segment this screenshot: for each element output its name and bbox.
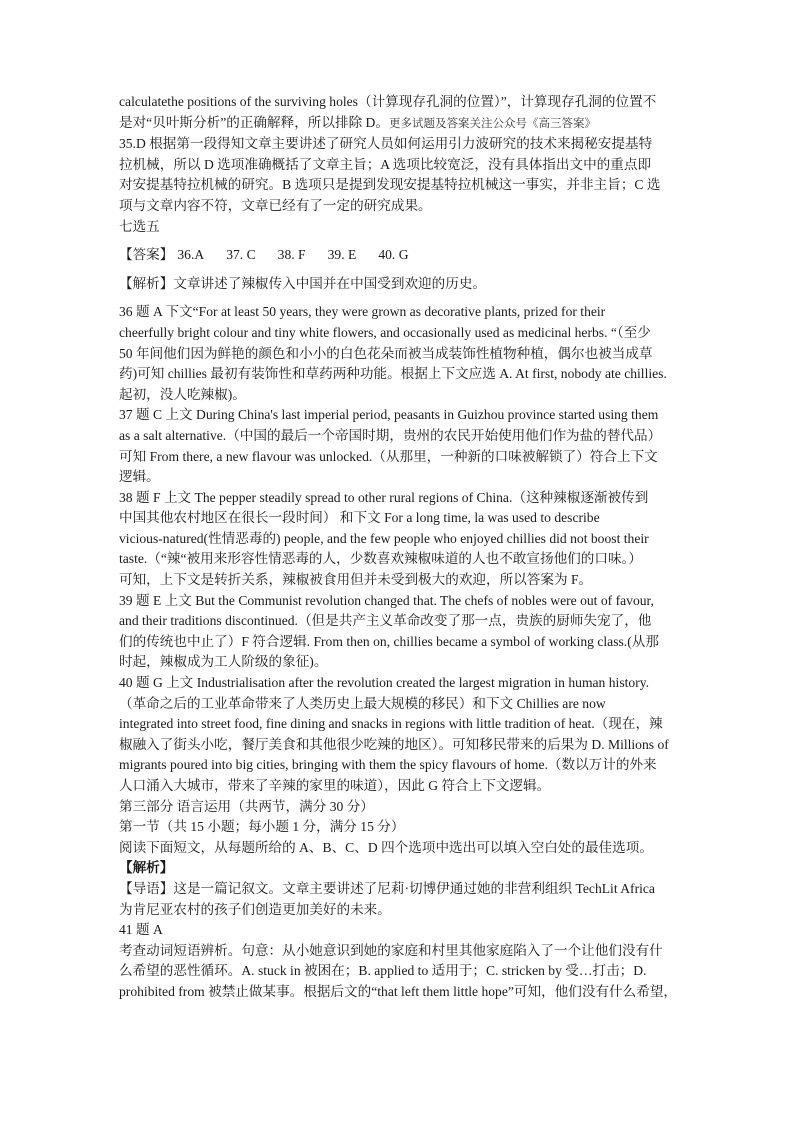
guide-lines — [119, 879, 679, 1003]
text-line: 38 题 F 上文 The pepper steadily spread to other rural regions of China.（这种辣椒逐渐被传到 — [119, 489, 649, 505]
text-line: 【导语】这是一篇记叙文。文章主要讲述了尼莉·切博伊通过她的非营利组织 TechLit Africa — [119, 880, 655, 896]
text-line: 么希望的恶性循环。A. stuck in 被困在；B. applied to 适用于；C. stricken by 受…打击；D. — [119, 963, 647, 979]
answer-row — [119, 245, 679, 266]
text-line: and their traditions discontinued.（但是共产主义革命改变了那一点，贵族的厨师失宠了，他 — [119, 613, 652, 629]
answer-item: 39. E — [327, 247, 357, 263]
text-line: （革命之后的工业革命带来了人类历史上最大规模的移民）和下文 Chillies are now — [119, 695, 606, 711]
answer-item: 38. F — [277, 247, 306, 263]
text-line: 考查动词短语辨析。句意：从小她意识到她的家庭和村里其他家庭陷入了一个让他们没有什 — [119, 942, 663, 958]
text-line: calculatethe positions of the surviving holes（计算现存孔洞的位置）”，计算现存孔洞的位置不 — [119, 94, 657, 109]
text-line: 对安提基特拉机械的研究。B 选项只是提到发现安提基特拉机械这一事实，并非主旨；C 选 — [119, 177, 661, 193]
analysis-intro: 【解析】文章讲述了辣椒传入中国并在中国受到欢迎的历史。 — [119, 275, 487, 291]
text-line: 39 题 E 上文 But the Communist revolution changed that. The chefs of nobles were out of favour, — [119, 592, 654, 608]
section-heading: 第三部分 语言运用（共两节，满分 30 分） — [119, 798, 374, 814]
text-line: 37 题 C 上文 During China's last imperial period, peasants in Guizhou province started using them — [119, 407, 659, 423]
answer-label: 【答案】 — [119, 247, 174, 263]
text-line: vicious-natured(性情恶毒的) people, and the few people who enjoyed chillies did not boost their — [119, 530, 649, 546]
question-label: 41 题 A — [119, 922, 163, 938]
text-line: prohibited from 被禁止做某事。根据后文的“that left them little hope”可知，他们没有什么希望， — [119, 983, 678, 999]
instruction-line: 阅读下面短文，从每题所给的 A、B、C、D 四个选项中选出可以填入空白处的最佳选项。 — [119, 839, 653, 855]
text-line: 50 年间他们因为鲜艳的颜色和小小的白色花朵而被当成装饰性植物种植，偶尔也被当成草 — [119, 345, 653, 361]
subsection-heading: 第一节（共 15 小题；每小题 1 分，满分 15 分） — [119, 819, 405, 835]
document-page — [119, 92, 679, 1003]
text-line: 药)可知 chillies 最初有装饰性和草药两种功能。根据上下文应选 A. At first, nobody ate chillies. — [119, 366, 667, 382]
text-line: 可知 From there, a new flavour was unlocked.（从那里，一种新的口味被解锁了）符合上下文 — [119, 448, 658, 464]
section-label: 七选五 — [119, 218, 160, 234]
text-line: 起初，没人吃辣椒)。 — [119, 386, 246, 402]
promo-note: 更多试题及答案关注公众号《高三答案》 — [388, 117, 596, 130]
text-segment: 是对“贝叶斯分析”的正确解释，所以排除 D。 — [119, 114, 389, 130]
text-line: 36 题 A 下文“For at least 50 years, they were grown as decorative plants, prized for their — [119, 304, 606, 320]
text-line: taste.（“辣“被用来形容性情恶毒的人，少数喜欢辣椒味道的人也不敢宣扬他们的口味。） — [119, 551, 642, 567]
text-line — [119, 113, 679, 135]
text-line: 40 题 G 上文 Industrialisation after the revolution created the largest migration in human history. — [119, 675, 650, 691]
text-line: 项与文章内容不符，文章已经有了一定的研究成果。 — [119, 197, 432, 213]
text-line: 人口涌入大城市，带来了辛辣的家里的味道），因此 G 符合上下文逻辑。 — [119, 778, 551, 793]
text-line: cheerfully bright colour and tiny white flowers, and occasionally used as medicinal herbs. “（至少 — [119, 324, 651, 340]
text-line: 们的传统也中止了）F 符合逻辑. From then on, chillies became a symbol of working class.(从那 — [119, 633, 659, 649]
text-line: 逻辑。 — [119, 469, 160, 485]
text-line: 为肯尼亚农村的孩子们创造更加美好的未来。 — [119, 901, 391, 917]
answer-item: 40. G — [378, 247, 409, 263]
body-lines — [119, 302, 679, 858]
text-line: integrated into street food, fine dining and snacks in regions with little tradition of heat.（现在，辣 — [119, 716, 663, 732]
answer-item: 37. C — [226, 247, 256, 263]
text-line: migrants poured into big cities, bringing with them the spicy flavours of home.（数以万计的外来 — [119, 757, 657, 773]
text-line: 椒融入了街头小吃，餐厅美食和其他很少吃辣的地区）。可知移民带来的后果为 D. Millions of — [119, 736, 669, 752]
text-line: 中国其他农村地区在很长一段时间） 和下文 For a long time, la was used to describe — [119, 510, 600, 526]
answer-item: 36.A — [177, 247, 205, 263]
text-line: 可知，上下文是转折关系，辣椒被食用但并未受到极大的欢迎，所以答案为 F。 — [119, 572, 593, 588]
text-line: 35.D 根据第一段得知文章主要讲述了研究人员如何运用引力波研究的技术来揭秘安提基特 — [119, 136, 653, 152]
analysis-heading: 【解析】 — [119, 860, 174, 876]
text-line: 拉机械，所以 D 选项准确概括了文章主旨；A 选项比较宽泛，没有具体指出文中的重点即 — [119, 156, 652, 172]
text-line: 时起，辣椒成为工人阶级的象征)。 — [119, 654, 328, 670]
text-line: as a salt alternative.（中国的最后一个帝国时期，贵州的农民开始使用他们作为盐的替代品） — [119, 427, 662, 443]
